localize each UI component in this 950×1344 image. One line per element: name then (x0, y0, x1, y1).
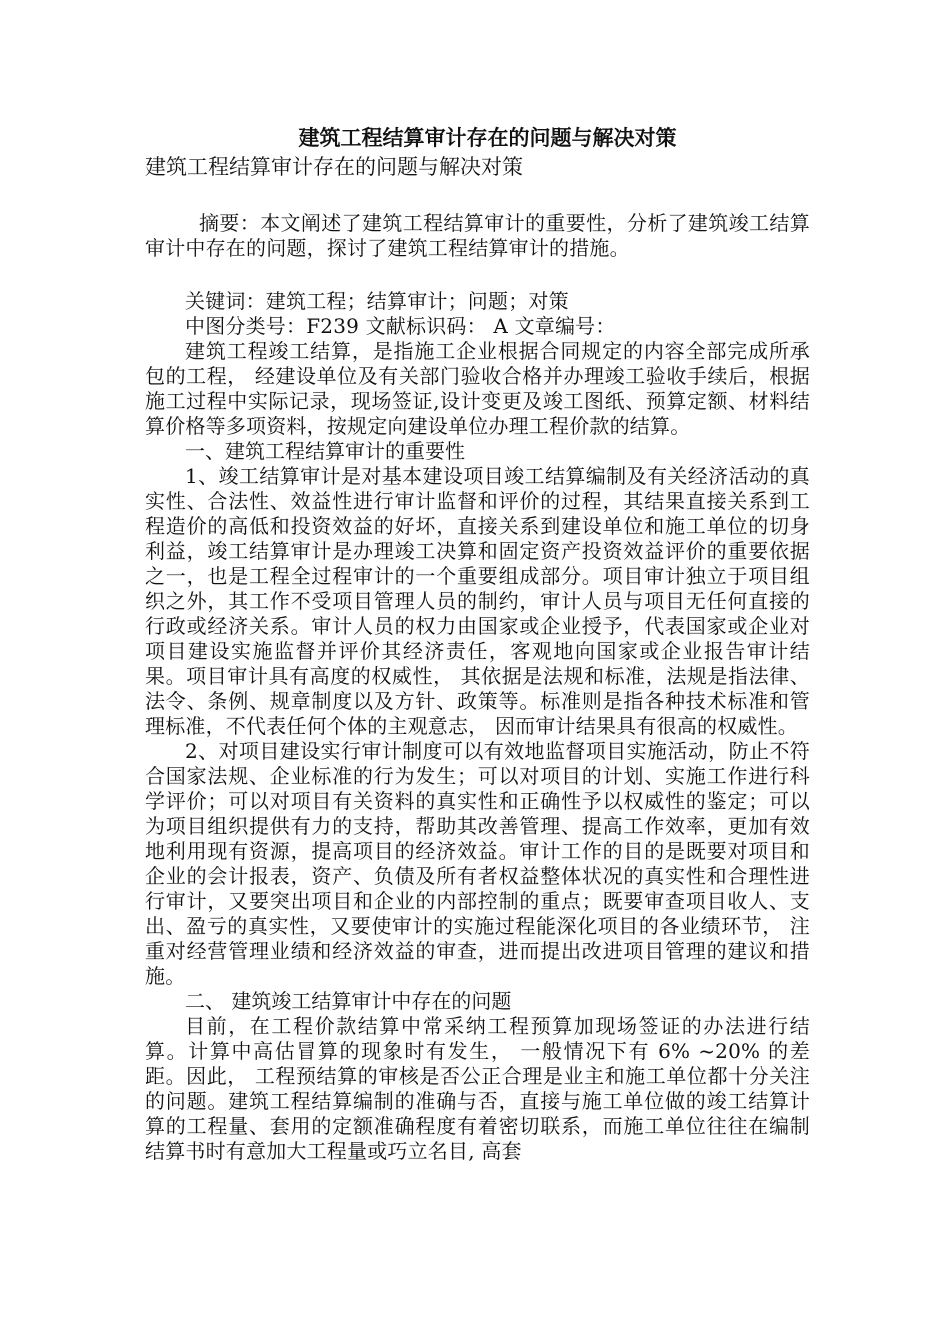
classification-line: 中图分类号：F239 文献标识码： A 文章编号： (185, 314, 616, 338)
section-2-paragraph-1: 目前，在工程价款结算中常采纳工程预算加现场签证的办法进行结算。计算中高估冒算的现象时有发生， 一般情况下有 6% ~20% 的差距。因此， 工程预结算的审核是否公正合理是业主和施工单位都十分关注的问题。建筑工程结算编制的准确与否，直接与施工单位做的竣工结算计算的工程量、套用的定额准确程度有着密切联系，而施工单位往往在编制结算书时有意加大工程量或巧立名目, 高套 (145, 1014, 810, 1163)
document-subtitle: 建筑工程结算审计存在的问题与解决对策 (145, 155, 523, 179)
keywords-line: 关键词：建筑工程；结算审计；问题；对策 (185, 289, 569, 313)
intro-paragraph: 建筑工程竣工结算，是指施工企业根据合同规定的内容全部完成所承包的工程， 经建设单位及有关部门验收合格并办理竣工验收手续后，根据施工过程中实际记录，现场签证,设计变更及竣工图纸、预算定额、材料结算价格等多项资料，按规定向建设单位办理工程价款的结算。 (145, 339, 810, 438)
section-1-paragraph-2: 2、对项目建设实行审计制度可以有效地监督项目实施活动，防止不符合国家法规、企业标准的行为发生；可以对项目的计划、实施工作进行科学评价；可以对项目有关资料的真实性和正确性予以权威性的鉴定；可以为项目组织提供有力的支持，帮助其改善管理、提高工作效率，更加有效地利用现有资源，提高项目的经济效益。审计工作的目的是既要对项目和企业的会计报表，资产、负债及所有者权益整体状况的真实性和合理性进行审计，又要突出项目和企业的内部控制的重点；既要审查项目收人、支出、盈亏的真实性，又要使审计的实施过程能深化项目的各业绩环节， 注重对经营管理业绩和经济效益的审查，进而提出改进项目管理的建议和措施。 (145, 739, 810, 988)
section-1-paragraph-1: 1、竣工结算审计是对基本建设项目竣工结算编制及有关经济活动的真实性、合法性、效益性进行审计监督和评价的过程，其结果直接关系到工程造价的高低和投资效益的好坏，直接关系到建设单位和施工单位的切身利益，竣工结算审计是办理竣工决算和固定资产投资效益评价的重要依据之一，也是工程全过程审计的一个重要组成部分。项目审计独立于项目组织之外，其工作不受项目管理人员的制约，审计人员与项目无任何直接的行政或经济关系。审计人员的权力由国家或企业授予，代表国家或企业对项目建设实施监督并评价其经济责任，客观地向国家或企业报告审计结果。项目审计具有高度的权威性， 其依据是法规和标准，法规是指法律、法令、条例、规章制度以及方针、政策等。标准则是指各种技术标准和管理标准，不代表任何个体的主观意志， 因而审计结果具有很高的权威性。 (145, 464, 810, 738)
section-1-heading: 一、建筑工程结算审计的重要性 (185, 439, 465, 463)
section-2-heading: 二、 建筑竣工结算审计中存在的问题 (185, 989, 512, 1013)
abstract-paragraph: 摘要：本文阐述了建筑工程结算审计的重要性，分析了建筑竣工结算审计中存在的问题，探讨了建筑工程结算审计的措施。 (145, 211, 810, 260)
document-page (145, 123, 810, 1164)
document-title: 建筑工程结算审计存在的问题与解决对策 (298, 125, 677, 150)
